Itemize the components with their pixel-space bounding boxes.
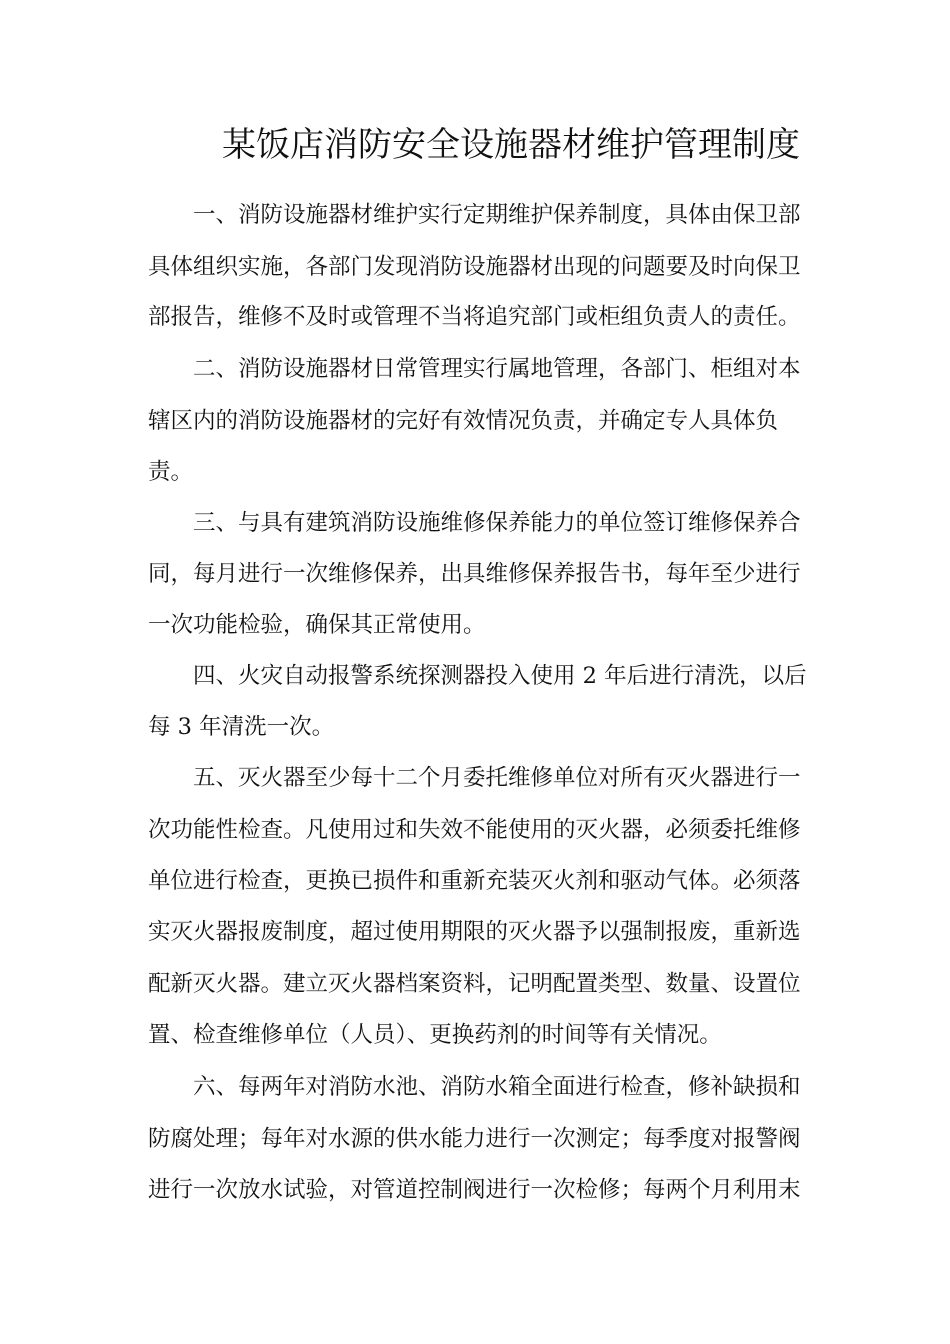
paragraph-line: 二、消防设施器材日常管理实行属地管理，各部门、柜组对本	[193, 356, 801, 382]
paragraph-line: 防腐处理；每年对水源的供水能力进行一次测定；每季度对报警阀	[148, 1126, 801, 1152]
paragraph-line: 辖区内的消防设施器材的完好有效情况负责，并确定专人具体负	[148, 408, 779, 434]
paragraph-line: 单位进行检查，更换已损件和重新充装灭火剂和驱动气体。必须落	[148, 868, 801, 894]
paragraph-line: 进行一次放水试验，对管道控制阀进行一次检修；每两个月利用末	[148, 1177, 801, 1203]
paragraph-line: 具体组织实施，各部门发现消防设施器材出现的问题要及时向保卫	[148, 254, 801, 280]
paragraph-line: 部报告，维修不及时或管理不当将追究部门或柜组负责人的责任。	[148, 304, 801, 330]
paragraph-line: 四、火灾自动报警系统探测器投入使用 2 年后进行清洗，以后	[193, 663, 807, 689]
paragraph-line: 责。	[148, 459, 194, 485]
document-title: 某饭店消防安全设施器材维护管理制度	[222, 125, 800, 165]
paragraph-line: 五、灭火器至少每十二个月委托维修单位对所有灭火器进行一	[193, 765, 801, 791]
paragraph-line: 三、与具有建筑消防设施维修保养能力的单位签订维修保养合	[193, 510, 801, 536]
paragraph-line: 实灭火器报废制度，超过使用期限的灭火器予以强制报废，重新选	[148, 919, 801, 945]
paragraph-line: 同，每月进行一次维修保养，出具维修保养报告书，每年至少进行	[148, 561, 801, 587]
paragraph-line: 一次功能检验，确保其正常使用。	[148, 612, 486, 638]
paragraph-line: 次功能性检查。凡使用过和失效不能使用的灭火器，必须委托维修	[148, 817, 801, 843]
paragraph-line: 置、检查维修单位（人员）、更换药剂的时间等有关情况。	[148, 1022, 722, 1048]
paragraph-line: 六、每两年对消防水池、消防水箱全面进行检查，修补缺损和	[193, 1074, 801, 1100]
paragraph-line: 每 3 年清洗一次。	[148, 714, 335, 740]
paragraph-line: 一、消防设施器材维护实行定期维护保养制度，具体由保卫部	[193, 202, 801, 228]
paragraph-line: 配新灭火器。建立灭火器档案资料，记明配置类型、数量、设置位	[148, 971, 801, 997]
